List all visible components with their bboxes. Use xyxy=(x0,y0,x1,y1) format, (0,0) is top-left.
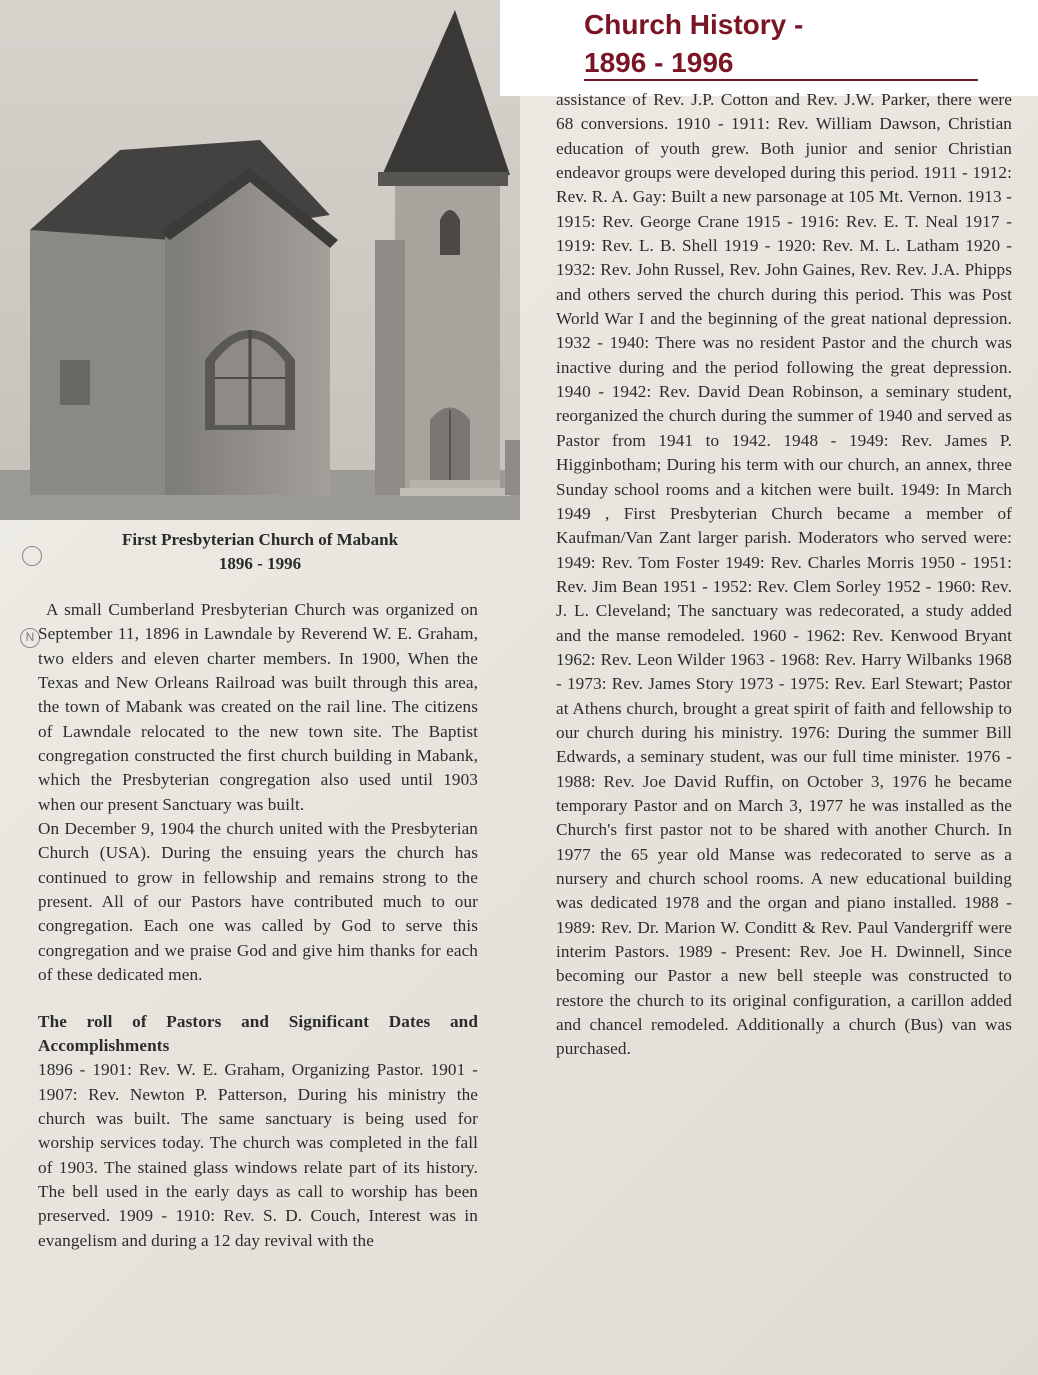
roll-text: 1896 - 1901: Rev. W. E. Graham, Organizing Pastor. 1901 - 1907: Rev. Newton P. Patterson, During his ministry the church was built. The same sanctuary is being used for worship services today. The church was completed in the fall of 1903. The stained glass windows relate part of its history. The bell used in the early days as call to worship has been preserved. 1909 - 1910: Rev. S. D. Couch, Interest was in evangelism and during a 12 day revival with the xyxy=(38,1060,478,1250)
caption-years: 1896 - 1996 xyxy=(218,554,302,573)
continued-history-text: assistance of Rev. J.P. Cotton and Rev. J.W. Parker, there were 68 conversions. 1910 - 1911: Rev. William Dawson, Christian education of youth grew. Both junior and senior Christian endeavor groups were developed during this period. 1911 - 1912: Rev. R. A. Gay: Built a new parsonage at 105 Mt. Vernon. 1913 - 1915: Rev. George Crane 1915 - 1916: Rev. E. T. Neal 1917 - 1919: Rev. L. B. Shell 1919 - 1920: Rev. M. L. Latham 1920 - 1932: Rev. John Russel, Rev. John Gaines, Rev. Rev. J.A. Phipps and others served the church during this period. This was Post World War I and the beginning of the great national depression. 1932 - 1940: There was no resident Pastor and the church was inactive during and the period following the great depression. 1940 - 1942: Rev. David Dean Robinson, a seminary student, reorganized the church during the summer of 1940 and served as Pastor from 1941 to 1942. 1948 - 1949: Rev. James P. Higginbotham; During his term with our church, an annex, three Sunday school rooms and a kitchen were built. 1949: In March 1949 , First Presbyterian Church became a member of Kaufman/Van Zant larger parish. Moderators who served were: 1949: Rev. Tom Foster 1949: Rev. Charles Morris 1950 - 1951: Rev. Jim Bean 1951 - 1952: Rev. Clem Sorley 1952 - 1960: Rev. J. L. Cleveland; The sanctuary was redecorated, a study added and the manse remodeled. 1960 - 1962: Rev. Kenwood Bryant 1962: Rev. Leon Wilder 1963 - 1968: Rev. Harry Wilbanks 1968 - 1973: Rev. James Story 1973 - 1975: Rev. Earl Stewart; Pastor at Athens church, brought a great spirit of faith and fellowship to our church during his ministry. 1976: During the summer Bill Edwards, a seminary student, was our full time minister. 1976 - 1988: Rev. Joe David Ruffin, on October 3, 1976 he became temporary Pastor and on March 3, 1977 he was installed as the Church's first pastor not to be shared with another Church. In 1977 the 65 year old Manse was redecorated to serve as a nursery and church school rooms. A new educational building was dedicated 1978 and the organ and piano installed. 1988 - 1989: Rev. Dr. Marion W. Conditt & Rev. Paul Vandergriff were interim Pastors. 1989 - Present: Rev. Joe H. Dwinnell, Since becoming our Pastor a new bell steeple was constructed to restore the church to its original configuration, a carillon added and chancel remodeled. Additionally a church (Bus) van was purchased. xyxy=(556,90,1012,1059)
church-photo xyxy=(0,0,520,520)
union-paragraph: On December 9, 1904 the church united with the Presbyterian Church (USA). During the ensuing years the church has continued to grow in fellowship and remains strong to the present. All of our Pastors have contributed much to our congregation. Each one was called by God to serve this congregation and we praise God and give him thanks for each of these dedicated men. xyxy=(38,819,478,985)
title-line-2: 1896 - 1996 xyxy=(584,47,734,78)
margin-n-mark: N xyxy=(20,628,40,648)
caption-title: First Presbyterian Church of Mabank xyxy=(121,530,399,549)
left-column xyxy=(38,598,478,1253)
page-title xyxy=(584,6,984,82)
title-line-1: Church History - xyxy=(584,9,804,40)
roll-heading: The roll of Pastors and Significant Dates and Accomplishments xyxy=(38,1011,478,1055)
margin-circle-mark xyxy=(22,546,42,566)
title-underline xyxy=(584,79,978,81)
photo-caption xyxy=(60,528,460,576)
right-column xyxy=(556,88,1012,1062)
intro-paragraph: A small Cumberland Presbyterian Church was organized on September 11, 1896 in Lawndale by Reverend W. E. Graham, two elders and eleven charter members. In 1900, When the Texas and New Orleans Railroad was built through this area, the town of Mabank was created on the rail line. The citizens of Lawndale relocated to the new town site. The Baptist congregation constructed the first church building in Mabank, which the Presbyterian congregation also used until 1903 when our present Sanctuary was built. xyxy=(38,600,478,814)
